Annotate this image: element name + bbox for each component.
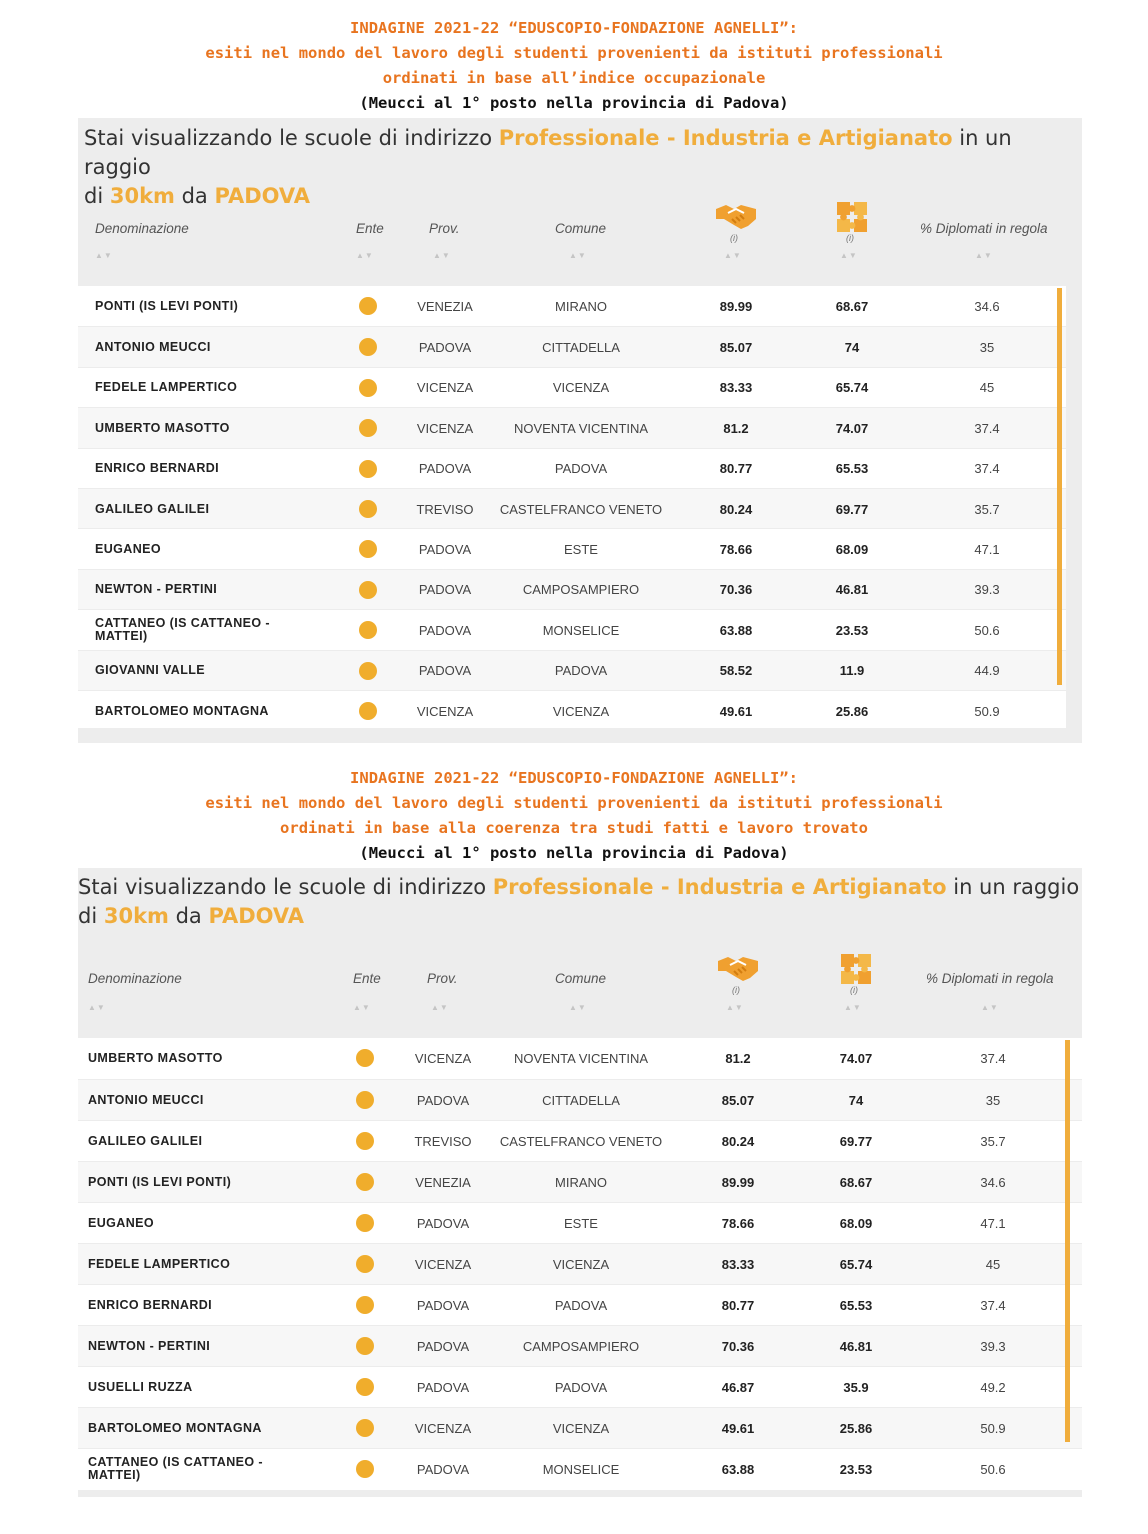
ente-cell xyxy=(345,1326,385,1366)
dot-icon xyxy=(356,1460,374,1478)
table-row[interactable] xyxy=(78,1079,1082,1120)
diplomati-value: 35 xyxy=(979,339,995,355)
info-icon[interactable]: (i) xyxy=(732,985,740,995)
heading-line: ordinati in base alla coerenza tra studi fatti e lavoro trovato xyxy=(280,819,868,837)
ente-cell xyxy=(345,1080,385,1120)
occupazione-value: 58.52 xyxy=(719,663,753,679)
sort-arrows[interactable]: ▲▼ xyxy=(431,1003,449,1012)
heading-line: esiti nel mondo del lavoro degli studenti provenienti da istituti professionali xyxy=(205,44,943,62)
school-name: FEDELE LAMPERTICO xyxy=(95,380,238,395)
diplomati-value: 34.6 xyxy=(980,1174,1006,1190)
handshake-icon[interactable] xyxy=(714,200,758,232)
subtitle-text: da xyxy=(174,184,215,208)
prov-cell: VICENZA xyxy=(414,1420,472,1436)
ente-cell xyxy=(348,570,388,610)
coerenza-value: 65.53 xyxy=(839,1297,873,1313)
prov-cell: PADOVA xyxy=(416,1379,470,1395)
table-row[interactable] xyxy=(78,1161,1082,1202)
dot-icon xyxy=(356,1173,374,1191)
subtitle-text: di xyxy=(84,184,110,208)
sort-arrows[interactable]: ▲▼ xyxy=(356,251,374,260)
panel-subtitle xyxy=(84,124,1082,211)
comune-cell: NOVENTA VICENTINA xyxy=(513,1050,649,1066)
column-header-ente[interactable]: Ente xyxy=(353,971,381,986)
subtitle-text: di xyxy=(78,904,104,928)
table-row[interactable] xyxy=(78,1284,1082,1325)
dot-icon xyxy=(356,1419,374,1437)
dot-icon xyxy=(359,338,377,356)
table-row[interactable] xyxy=(78,690,1066,731)
coerenza-value: 74.07 xyxy=(835,420,869,436)
scrollbar[interactable] xyxy=(1057,288,1062,685)
occupazione-value: 78.66 xyxy=(719,541,753,557)
sort-arrows[interactable]: ▲▼ xyxy=(975,251,993,260)
occupazione-value: 49.61 xyxy=(721,1420,755,1436)
ente-cell xyxy=(345,1162,385,1202)
city-highlight: PADOVA xyxy=(214,184,310,208)
comune-cell: CASTELFRANCO VENETO xyxy=(499,501,663,517)
occupazione-value: 83.33 xyxy=(721,1256,755,1272)
diplomati-value: 50.9 xyxy=(980,1420,1006,1436)
comune-cell: VICENZA xyxy=(552,1256,610,1272)
puzzle-icon[interactable] xyxy=(839,952,873,984)
comune-cell: ESTE xyxy=(564,1215,598,1231)
column-header-prov[interactable]: Prov. xyxy=(427,971,458,986)
coerenza-value: 35.9 xyxy=(843,1379,869,1395)
dot-icon xyxy=(356,1337,374,1355)
comune-cell: PADOVA xyxy=(554,461,608,477)
table-row[interactable] xyxy=(78,1202,1082,1243)
school-name: EUGANEO xyxy=(88,1215,155,1230)
diplomati-value: 39.3 xyxy=(974,582,1000,598)
ente-cell xyxy=(348,489,388,529)
coerenza-value: 69.77 xyxy=(835,501,869,517)
dot-icon xyxy=(359,702,377,720)
diplomati-value: 45 xyxy=(985,1256,1001,1272)
city-highlight: PADOVA xyxy=(208,904,304,928)
coerenza-value: 68.09 xyxy=(839,1215,873,1231)
school-name: NEWTON - PERTINI xyxy=(95,582,218,597)
ente-cell xyxy=(348,327,388,367)
prov-cell: VICENZA xyxy=(416,420,474,436)
column-header-ente[interactable]: Ente xyxy=(356,221,384,236)
coerenza-value: 74 xyxy=(848,1092,864,1108)
occupazione-value: 70.36 xyxy=(721,1338,755,1354)
indirizzo-highlight: Professionale - Industria e Artigianato xyxy=(498,126,953,150)
scrollbar[interactable] xyxy=(1065,1040,1070,1442)
prov-cell: VICENZA xyxy=(414,1256,472,1272)
coerenza-value: 69.77 xyxy=(839,1133,873,1149)
occupazione-value: 85.07 xyxy=(719,339,753,355)
diplomati-value: 45 xyxy=(979,380,995,396)
prov-cell: VICENZA xyxy=(416,703,474,719)
dot-icon xyxy=(359,500,377,518)
school-name: BARTOLOMEO MONTAGNA xyxy=(95,703,269,718)
prov-cell: PADOVA xyxy=(418,663,472,679)
results-panel-2 xyxy=(78,868,1082,1497)
ente-cell xyxy=(348,610,388,650)
school-name: FEDELE LAMPERTICO xyxy=(88,1256,231,1271)
subtitle-text: da xyxy=(168,904,209,928)
dot-icon xyxy=(356,1132,374,1150)
occupazione-value: 80.77 xyxy=(719,461,753,477)
school-name: BARTOLOMEO MONTAGNA xyxy=(88,1420,262,1435)
table-row[interactable] xyxy=(78,1407,1082,1448)
section1-heading xyxy=(0,16,1148,116)
column-header-denominazione[interactable]: Denominazione xyxy=(88,971,182,986)
indirizzo-highlight: Professionale - Industria e Artigianato xyxy=(492,875,947,899)
section2-heading xyxy=(0,766,1148,866)
ente-cell xyxy=(348,368,388,408)
prov-cell: PADOVA xyxy=(418,461,472,477)
comune-cell: PADOVA xyxy=(554,1379,608,1395)
prov-cell: VICENZA xyxy=(416,380,474,396)
heading-line: esiti nel mondo del lavoro degli studenti provenienti da istituti professionali xyxy=(205,794,943,812)
sort-arrows[interactable]: ▲▼ xyxy=(569,1003,587,1012)
school-name: USUELLI RUZZA xyxy=(88,1379,193,1394)
prov-cell: PADOVA xyxy=(416,1338,470,1354)
dot-icon xyxy=(356,1049,374,1067)
diplomati-value: 47.1 xyxy=(980,1215,1006,1231)
comune-cell: MONSELICE xyxy=(542,622,620,638)
table-row[interactable] xyxy=(78,1120,1082,1161)
ente-cell xyxy=(345,1038,385,1078)
table-row[interactable] xyxy=(78,1366,1082,1407)
occupazione-value: 70.36 xyxy=(719,582,753,598)
ente-cell xyxy=(345,1367,385,1407)
prov-cell: VENEZIA xyxy=(417,298,473,314)
coerenza-value: 46.81 xyxy=(835,582,869,598)
school-name: CATTANEO (IS CATTANEO - MATTEI) xyxy=(88,1455,263,1482)
dot-icon xyxy=(356,1214,374,1232)
dot-icon xyxy=(356,1296,374,1314)
school-name: GALILEO GALILEI xyxy=(95,501,210,516)
coerenza-value: 23.53 xyxy=(839,1461,873,1477)
comune-cell: ESTE xyxy=(564,541,598,557)
sort-arrows[interactable]: ▲▼ xyxy=(724,251,742,260)
sort-arrows[interactable]: ▲▼ xyxy=(844,1003,862,1012)
occupazione-value: 63.88 xyxy=(719,622,753,638)
diplomati-value: 49.2 xyxy=(980,1379,1006,1395)
radius-highlight: 30km xyxy=(109,184,175,208)
coerenza-value: 11.9 xyxy=(839,663,865,679)
occupazione-value: 85.07 xyxy=(721,1092,755,1108)
column-header-comune[interactable]: Comune xyxy=(555,221,607,236)
occupazione-value: 81.2 xyxy=(723,420,749,436)
comune-cell: PADOVA xyxy=(554,1297,608,1313)
diplomati-value: 50.6 xyxy=(974,622,1000,638)
ente-cell xyxy=(348,691,388,731)
coerenza-value: 74.07 xyxy=(839,1050,873,1066)
heading-line: INDAGINE 2021-22 “EDUSCOPIO-FONDAZIONE AGNELLI”: xyxy=(350,19,798,37)
heading-line: ordinati in base all’indice occupazionale xyxy=(382,69,766,87)
coerenza-value: 25.86 xyxy=(835,703,869,719)
coerenza-value: 68.67 xyxy=(839,1174,873,1190)
column-header-diplomati[interactable]: % Diplomati in regola xyxy=(920,221,1048,236)
prov-cell: TREVISO xyxy=(414,1133,472,1149)
prov-cell: PADOVA xyxy=(416,1461,470,1477)
sort-arrows[interactable]: ▲▼ xyxy=(840,251,858,260)
heading-note: (Meucci al 1° posto nella provincia di Padova) xyxy=(359,844,789,862)
table-row[interactable] xyxy=(78,569,1066,610)
puzzle-icon[interactable] xyxy=(835,200,869,232)
coerenza-value: 65.74 xyxy=(835,380,869,396)
comune-cell: CASTELFRANCO VENETO xyxy=(499,1133,663,1149)
occupazione-value: 83.33 xyxy=(719,380,753,396)
dot-icon xyxy=(359,662,377,680)
column-header-prov[interactable]: Prov. xyxy=(429,221,460,236)
dot-icon xyxy=(359,540,377,558)
coerenza-value: 25.86 xyxy=(839,1420,873,1436)
diplomati-value: 47.1 xyxy=(974,541,1000,557)
dot-icon xyxy=(359,297,377,315)
table-row[interactable] xyxy=(78,286,1066,326)
school-name: EUGANEO xyxy=(95,541,162,556)
occupazione-value: 63.88 xyxy=(721,1461,755,1477)
prov-cell: TREVISO xyxy=(416,501,474,517)
dot-icon xyxy=(356,1378,374,1396)
sort-arrows[interactable]: ▲▼ xyxy=(569,251,587,260)
dot-icon xyxy=(359,460,377,478)
prov-cell: PADOVA xyxy=(418,339,472,355)
school-name: PONTI (IS LEVI PONTI) xyxy=(88,1174,232,1189)
diplomati-value: 35.7 xyxy=(974,501,1000,517)
school-name: UMBERTO MASOTTO xyxy=(95,420,230,435)
occupazione-value: 89.99 xyxy=(719,298,753,314)
comune-cell: CAMPOSAMPIERO xyxy=(522,582,640,598)
comune-cell: CAMPOSAMPIERO xyxy=(522,1338,640,1354)
diplomati-value: 35 xyxy=(985,1092,1001,1108)
sort-arrows[interactable]: ▲▼ xyxy=(433,251,451,260)
dot-icon xyxy=(356,1255,374,1273)
comune-cell: PADOVA xyxy=(554,663,608,679)
ente-cell xyxy=(345,1203,385,1243)
table-row[interactable] xyxy=(78,407,1066,448)
dot-icon xyxy=(359,581,377,599)
occupazione-value: 80.24 xyxy=(721,1133,755,1149)
comune-cell: VICENZA xyxy=(552,703,610,719)
school-name: PONTI (IS LEVI PONTI) xyxy=(95,298,239,313)
table-row[interactable] xyxy=(78,1325,1082,1366)
subtitle-text: in un raggio xyxy=(84,126,1012,179)
comune-cell: MIRANO xyxy=(555,1174,607,1190)
school-name: GIOVANNI VALLE xyxy=(95,663,206,678)
ente-cell xyxy=(345,1408,385,1448)
table-row[interactable] xyxy=(78,488,1066,529)
sort-arrows[interactable]: ▲▼ xyxy=(88,1003,106,1012)
info-icon[interactable]: (i) xyxy=(846,233,854,243)
subtitle-text: Stai visualizzando le scuole di indirizzo xyxy=(78,875,493,899)
ente-cell xyxy=(345,1449,385,1489)
sort-arrows[interactable]: ▲▼ xyxy=(353,1003,371,1012)
table-body xyxy=(78,286,1066,728)
sort-arrows[interactable]: ▲▼ xyxy=(726,1003,744,1012)
comune-cell: MONSELICE xyxy=(542,1461,620,1477)
diplomati-value: 39.3 xyxy=(980,1338,1006,1354)
dot-icon xyxy=(359,419,377,437)
subtitle-text: in un raggio xyxy=(946,875,1080,899)
ente-cell xyxy=(345,1285,385,1325)
occupazione-value: 80.77 xyxy=(721,1297,755,1313)
prov-cell: VENEZIA xyxy=(415,1174,471,1190)
comune-cell: CITTADELLA xyxy=(542,1092,620,1108)
occupazione-value: 49.61 xyxy=(719,703,753,719)
coerenza-value: 65.53 xyxy=(835,461,869,477)
diplomati-value: 50.6 xyxy=(980,1461,1006,1477)
dot-icon xyxy=(356,1091,374,1109)
dot-icon xyxy=(359,379,377,397)
diplomati-value: 50.9 xyxy=(974,703,1000,719)
table-row[interactable] xyxy=(78,1448,1082,1489)
column-header-comune[interactable]: Comune xyxy=(555,971,607,986)
column-header-denominazione[interactable]: Denominazione xyxy=(95,221,189,236)
diplomati-value: 37.4 xyxy=(980,1297,1006,1313)
school-name: GALILEO GALILEI xyxy=(88,1133,203,1148)
school-name: UMBERTO MASOTTO xyxy=(88,1050,223,1065)
info-icon[interactable]: (i) xyxy=(850,985,858,995)
school-name: ANTONIO MEUCCI xyxy=(88,1092,204,1107)
prov-cell: PADOVA xyxy=(418,541,472,557)
table-row[interactable] xyxy=(78,448,1066,489)
dot-icon xyxy=(359,621,377,639)
table-row[interactable] xyxy=(78,326,1066,367)
ente-cell xyxy=(348,449,388,489)
table-row[interactable] xyxy=(78,1038,1082,1078)
radius-highlight: 30km xyxy=(103,904,169,928)
coerenza-value: 74 xyxy=(844,339,860,355)
coerenza-value: 23.53 xyxy=(835,622,869,638)
table-row[interactable] xyxy=(78,650,1066,691)
occupazione-value: 46.87 xyxy=(721,1379,755,1395)
occupazione-value: 78.66 xyxy=(721,1215,755,1231)
prov-cell: VICENZA xyxy=(414,1050,472,1066)
info-icon[interactable]: (i) xyxy=(730,233,738,243)
comune-cell: NOVENTA VICENTINA xyxy=(513,420,649,436)
ente-cell xyxy=(345,1244,385,1284)
heading-note: (Meucci al 1° posto nella provincia di Padova) xyxy=(359,94,789,112)
table-row[interactable] xyxy=(78,609,1066,650)
diplomati-value: 37.4 xyxy=(974,420,1000,436)
sort-arrows[interactable]: ▲▼ xyxy=(95,251,113,260)
coerenza-value: 46.81 xyxy=(839,1338,873,1354)
handshake-icon[interactable] xyxy=(716,952,760,984)
school-name: ENRICO BERNARDI xyxy=(88,1297,213,1312)
diplomati-value: 37.4 xyxy=(980,1050,1006,1066)
prov-cell: PADOVA xyxy=(418,582,472,598)
comune-cell: VICENZA xyxy=(552,1420,610,1436)
sort-arrows[interactable]: ▲▼ xyxy=(981,1003,999,1012)
prov-cell: PADOVA xyxy=(416,1092,470,1108)
table-row[interactable] xyxy=(78,367,1066,408)
prov-cell: PADOVA xyxy=(416,1215,470,1231)
prov-cell: PADOVA xyxy=(418,622,472,638)
ente-cell xyxy=(348,651,388,691)
comune-cell: MIRANO xyxy=(555,298,607,314)
table-row[interactable] xyxy=(78,528,1066,569)
occupazione-value: 80.24 xyxy=(719,501,753,517)
school-name: ANTONIO MEUCCI xyxy=(95,339,211,354)
ente-cell xyxy=(345,1121,385,1161)
diplomati-value: 34.6 xyxy=(974,298,1000,314)
occupazione-value: 81.2 xyxy=(725,1050,751,1066)
subtitle-text: Stai visualizzando le scuole di indirizzo xyxy=(84,126,499,150)
panel-subtitle xyxy=(78,873,1079,931)
comune-cell: VICENZA xyxy=(552,380,610,396)
school-name: CATTANEO (IS CATTANEO - MATTEI) xyxy=(95,616,270,644)
coerenza-value: 68.09 xyxy=(835,541,869,557)
column-header-diplomati[interactable]: % Diplomati in regola xyxy=(926,971,1054,986)
school-name: ENRICO BERNARDI xyxy=(95,461,220,476)
occupazione-value: 89.99 xyxy=(721,1174,755,1190)
coerenza-value: 68.67 xyxy=(835,298,869,314)
ente-cell xyxy=(348,408,388,448)
diplomati-value: 35.7 xyxy=(980,1133,1006,1149)
heading-line: INDAGINE 2021-22 “EDUSCOPIO-FONDAZIONE AGNELLI”: xyxy=(350,769,798,787)
diplomati-value: 44.9 xyxy=(974,663,1000,679)
ente-cell xyxy=(348,529,388,569)
table-row[interactable] xyxy=(78,1243,1082,1284)
comune-cell: CITTADELLA xyxy=(542,339,620,355)
coerenza-value: 65.74 xyxy=(839,1256,873,1272)
prov-cell: PADOVA xyxy=(416,1297,470,1313)
table-body xyxy=(78,1038,1082,1490)
diplomati-value: 37.4 xyxy=(974,461,1000,477)
ente-cell xyxy=(348,286,388,326)
results-panel-1 xyxy=(78,118,1082,743)
school-name: NEWTON - PERTINI xyxy=(88,1338,211,1353)
